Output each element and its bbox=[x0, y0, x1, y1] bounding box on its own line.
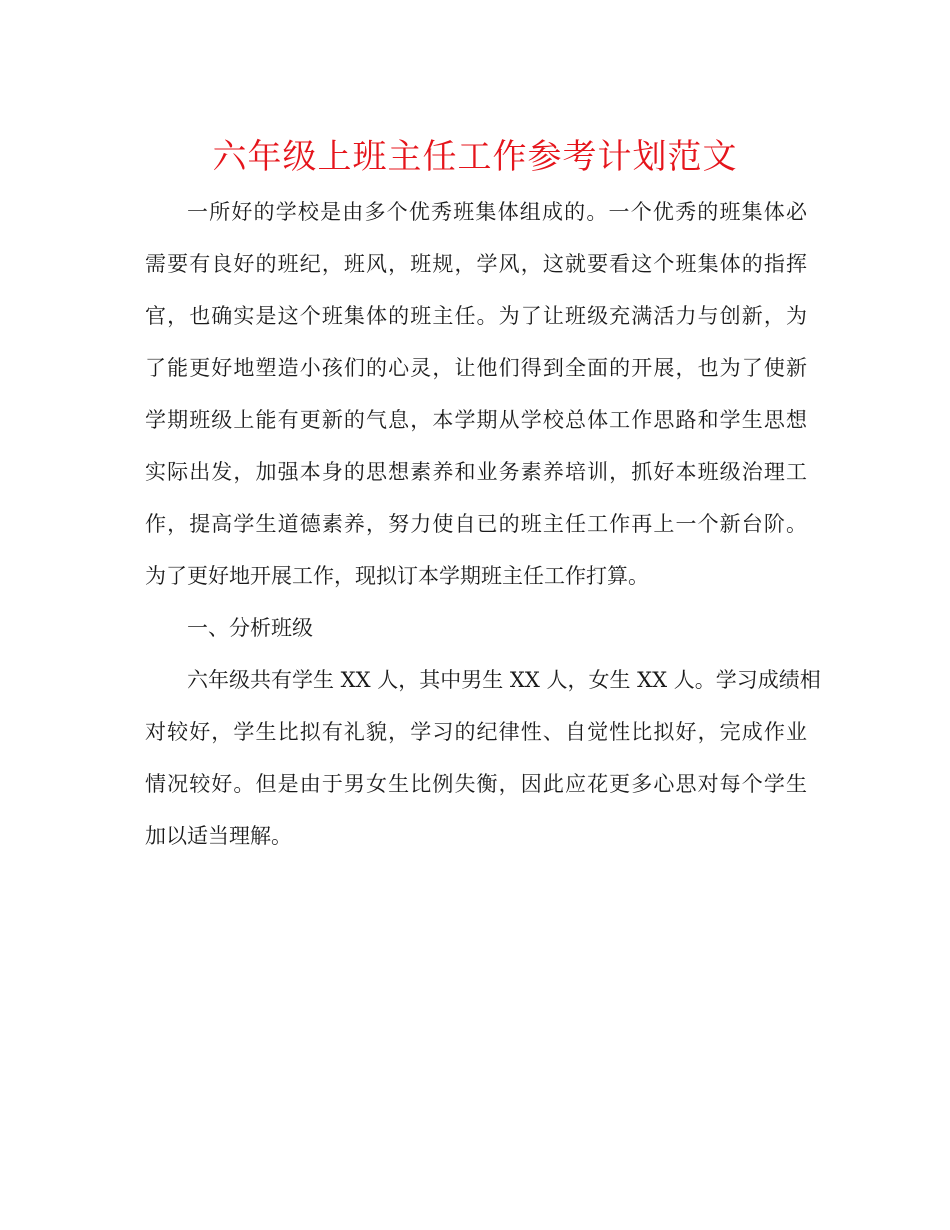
text-line: 学期班级上能有更新的气息，本学期从学校总体工作思路和学生思想 bbox=[145, 408, 807, 432]
section-heading-analyze-class bbox=[145, 602, 807, 654]
text-line: 六年级共有学生 XX 人，其中男生 XX 人，女生 XX 人。学习成绩相 bbox=[187, 668, 821, 692]
text-line: 对较好，学生比拟有礼貌，学习的纪律性、自觉性比拟好，完成作业 bbox=[145, 720, 807, 744]
text-line: 作，提高学生道德素养，努力使自已的班主任工作再上一个新台阶。 bbox=[145, 512, 807, 536]
text-line: 加以适当理解。 bbox=[145, 824, 292, 848]
text-line: 一所好的学校是由多个优秀班集体组成的。一个优秀的班集体必 bbox=[187, 200, 807, 224]
text-line: 为了更好地开展工作，现拟订本学期班主任工作打算。 bbox=[145, 564, 649, 588]
paragraph-intro bbox=[145, 186, 807, 602]
document-body bbox=[145, 186, 821, 862]
text-line: 情况较好。但是由于男女生比例失衡，因此应花更多心思对每个学生 bbox=[145, 772, 807, 796]
text-line: 实际出发，加强本身的思想素养和业务素养培训，抓好本班级治理工 bbox=[145, 460, 807, 484]
text-line: 需要有良好的班纪，班风，班规，学风，这就要看这个班集体的指挥 bbox=[145, 252, 807, 276]
text-line: 了能更好地塑造小孩们的心灵，让他们得到全面的开展，也为了使新 bbox=[145, 356, 807, 380]
paragraph-class-analysis bbox=[145, 654, 821, 862]
document-title: 六年级上班主任工作参考计划范文 bbox=[212, 137, 738, 177]
text-line: 官，也确实是这个班集体的班主任。为了让班级充满活力与创新，为 bbox=[145, 304, 807, 328]
section-heading: 一、分析班级 bbox=[187, 616, 313, 640]
